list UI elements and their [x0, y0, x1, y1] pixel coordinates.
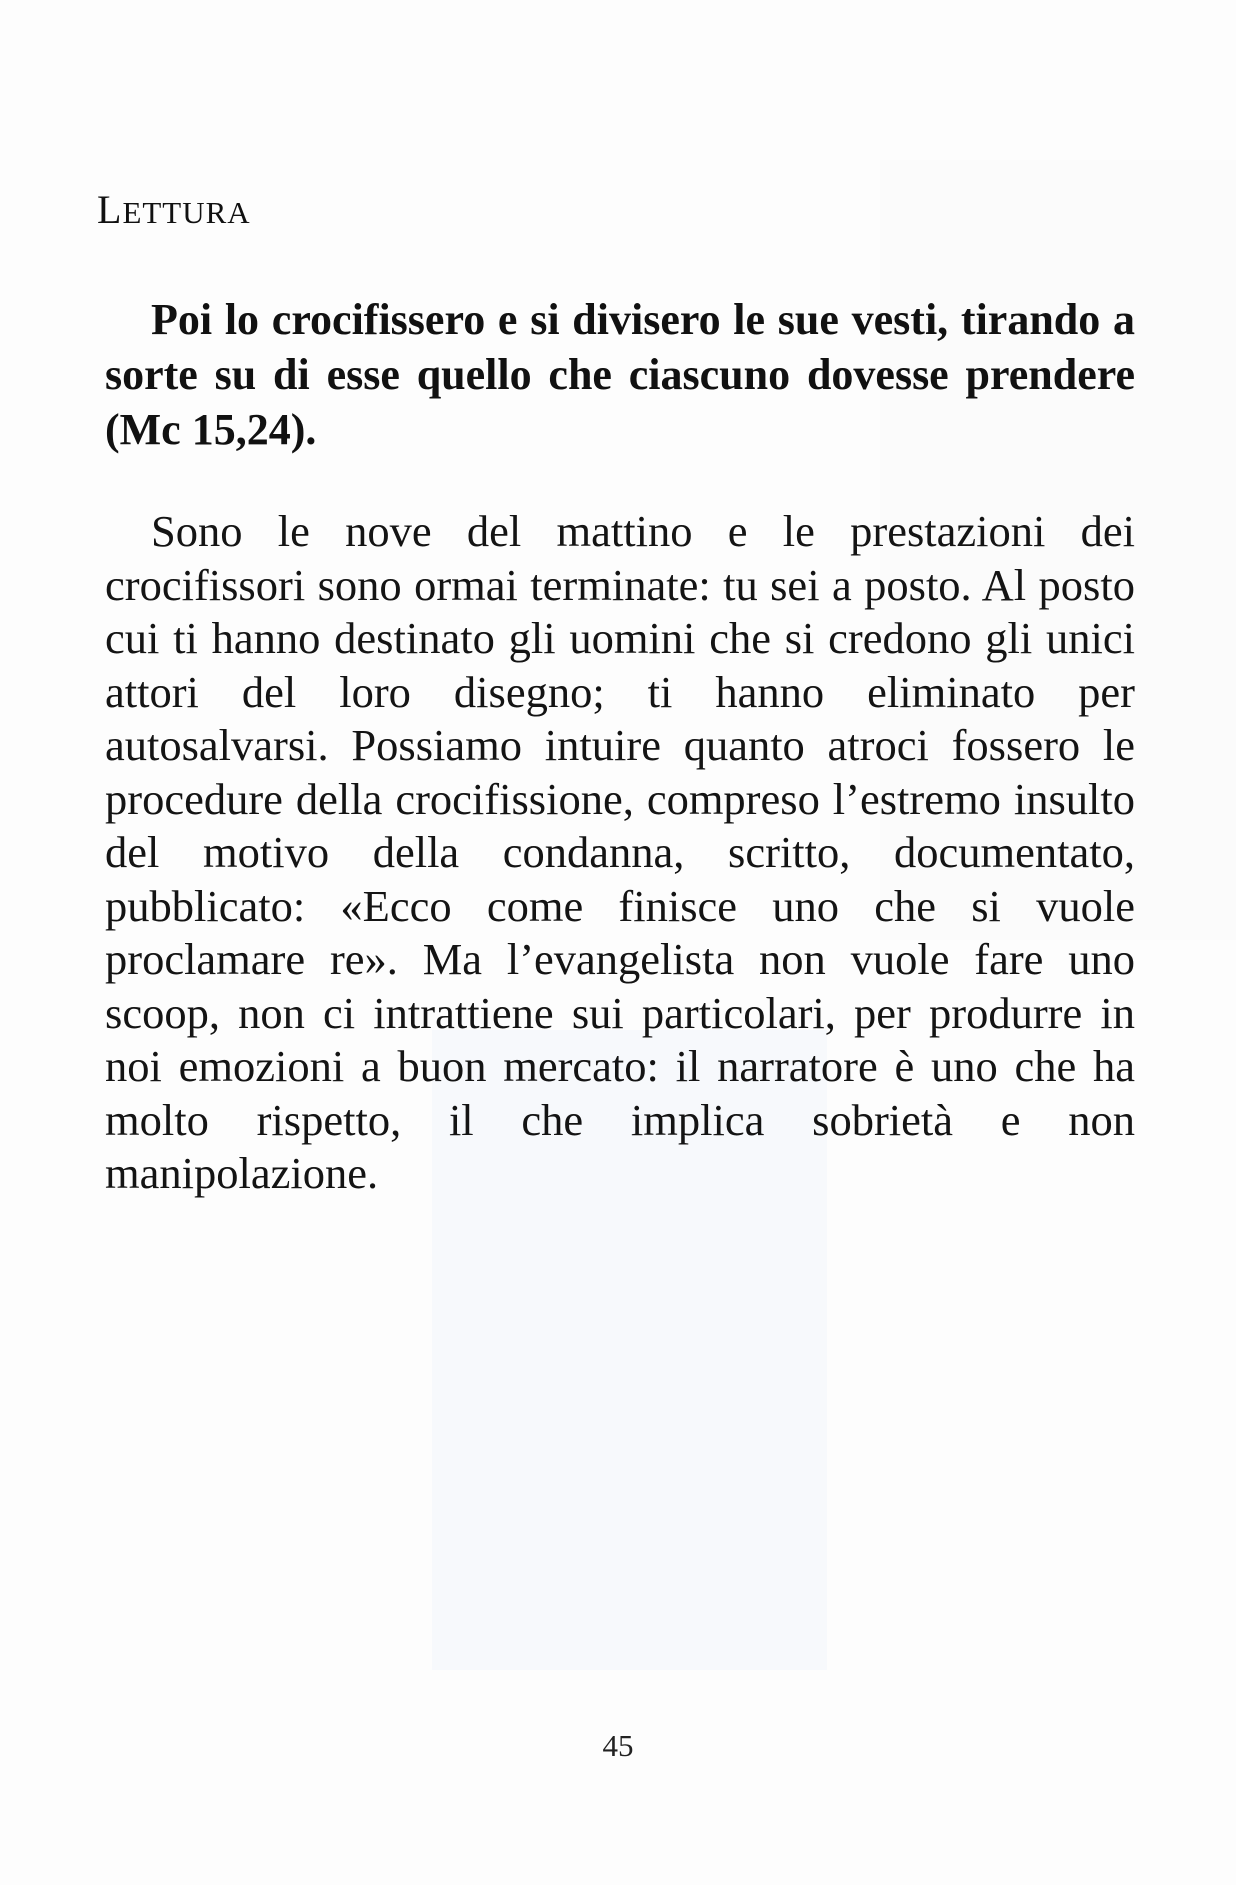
body-paragraph: Sono le nove del mattino e le prestazioni dei crocifissori sono ormai terminate: tu sei a posto. Al posto cui ti hanno destinato gli uomini che si credono gli unici attori del loro disegno; ti hanno eliminato per autosalvarsi. Possiamo intuire quanto atroci fossero le procedure della crocifissione, compreso l’estremo insulto del motivo della condanna, scritto, documentato, pubblicato: «Ecco come finisce uno che si vuole proclamare re». Ma l’evangelista non vuole fare uno scoop, non ci intrattiene sui particolari, per produrre in noi emozioni a buon mercato: il narratore è uno che ha molto rispetto, il che implica sobrietà e non manipolazione. — [105, 506, 1135, 1198]
section-heading-rest: ETTURA — [122, 195, 251, 230]
page-number: 45 — [602, 1728, 634, 1763]
section-heading — [97, 187, 251, 232]
section-heading-initial: L — [97, 187, 123, 232]
scripture-quote: Poi lo crocifissero e si divisero le sue vesti, tirando a sorte su di esse quello che ciascuno dovesse prendere (Mc 15,24). — [105, 295, 1135, 454]
